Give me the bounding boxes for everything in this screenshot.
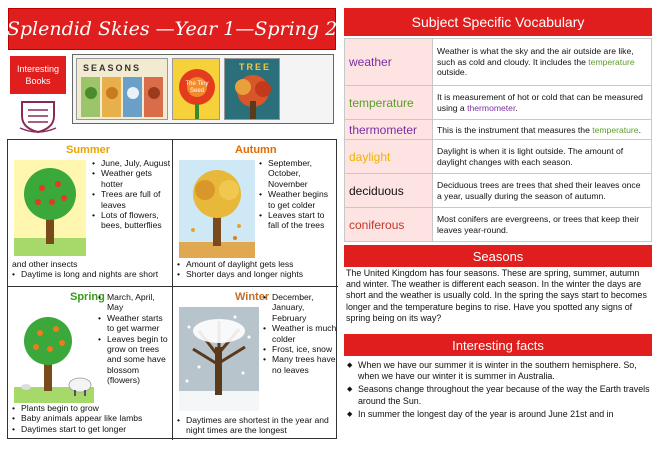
- list-item: • Many trees have no leaves: [263, 354, 337, 375]
- autumn-after-bullets: [177, 259, 337, 280]
- book-tiny-seed-title: The Tiny Seed: [185, 81, 209, 94]
- autumn-tree-icon: [179, 160, 255, 258]
- seasons-grid: [7, 139, 337, 439]
- list-item: • Weather starts to get warmer: [98, 313, 172, 334]
- vocabulary-definition: [433, 39, 652, 86]
- page-title: [8, 8, 336, 50]
- highlighted-term: temperature: [588, 56, 635, 67]
- vocabulary-row: [345, 39, 652, 86]
- vocabulary-row: [345, 86, 652, 120]
- book-seasons-title: SEASONS: [83, 63, 142, 73]
- vocabulary-definition: [433, 174, 652, 208]
- highlighted-term: temperature: [592, 124, 639, 135]
- school-crest-icon: [18, 98, 58, 134]
- list-item: • Frost, ice, snow: [263, 344, 337, 354]
- list-item: • Lots of flowers, bees, butterflies: [92, 210, 172, 231]
- vocabulary-word: weather: [345, 39, 433, 86]
- list-item: • Leaves start to fall of the trees: [259, 210, 337, 231]
- spring-bullets: [98, 292, 172, 386]
- list-item: • Shorter days and longer nights: [177, 269, 337, 279]
- definition-text: This is the instrument that measures the: [437, 124, 593, 135]
- winter-after-bullets: [177, 415, 335, 436]
- tree-illustration-icon: [225, 71, 280, 120]
- vocabulary-definition: [433, 120, 652, 140]
- vocabulary-definition: [433, 140, 652, 174]
- list-item: • Baby animals appear like lambs: [12, 413, 172, 423]
- list-item: • June, July, August: [92, 158, 172, 168]
- vocabulary-row: [345, 174, 652, 208]
- list-item: • Daytime is long and nights are short: [12, 269, 172, 279]
- vocabulary-row: [345, 208, 652, 242]
- list-item: • Leaves begin to grow on trees and some have blossom (flowers): [98, 334, 172, 386]
- vocabulary-word: deciduous: [345, 174, 433, 208]
- vocabulary-definition: [433, 208, 652, 242]
- list-item: • Weather begins to get colder: [259, 189, 337, 210]
- list-item: ◆ Seasons change throughout the year because of the way the Earth travels around the Sun.: [346, 384, 652, 406]
- winter-bullets: [263, 292, 337, 375]
- summer-after-bullets: [12, 269, 172, 279]
- list-item: • Weather is much colder: [263, 323, 337, 344]
- list-item: • Weather gets hotter: [92, 168, 172, 189]
- summer-cell: [8, 140, 173, 290]
- seasons-illustration-icon: [77, 73, 168, 120]
- spring-heading: Spring: [70, 291, 105, 303]
- vocabulary-definition: [433, 86, 652, 120]
- list-item: • March, April, May: [98, 292, 172, 313]
- book-tree-cover[interactable]: [224, 58, 280, 120]
- seasons-title: Seasons: [344, 245, 652, 267]
- facts-title: Interesting facts: [344, 334, 652, 356]
- definition-text: Daylight is when it is light outside. The amount of daylight changes with each season.: [437, 146, 624, 167]
- books-label: Interesting Books: [10, 56, 66, 94]
- spring-tree-icon: [14, 307, 94, 403]
- vocabulary-title: Subject Specific Vocabulary: [344, 8, 652, 36]
- summer-bullets: [92, 158, 172, 231]
- definition-text: Most conifers are evergreens, or trees that keep their leaves year-round.: [437, 214, 640, 235]
- definition-text: Deciduous trees are trees that shed their leaves once a year, usually during the season of autumn.: [437, 180, 641, 201]
- vocabulary-row: [345, 140, 652, 174]
- books-row: [72, 54, 334, 124]
- definition-text: .: [515, 102, 518, 113]
- page-title-text: Splendid Skies —Year 1—Spring 2: [6, 18, 338, 40]
- definition-text: .: [638, 124, 641, 135]
- definition-text: It is measurement of hot or cold that can be measured using a: [437, 92, 643, 113]
- book-seasons-cover[interactable]: [76, 58, 168, 120]
- winter-cell: [173, 287, 338, 437]
- summer-heading: Summer: [66, 144, 111, 156]
- definition-text: Weather is what the sky and the air outside are like, such as cold and cloudy. It includes the: [437, 46, 634, 67]
- vocabulary-table: [344, 38, 652, 242]
- list-item: • December, January, February: [263, 292, 337, 323]
- seasons-paragraph: The United Kingdom has four seasons. These are spring, summer, autumn and winter. The weather is different each season. In the winter the days are short and the weather is usually cold. In the spring the says start to becomes longer and the temperature begins to rise. Have you spotted any signs of spring being on its way?: [346, 268, 647, 323]
- vocabulary-word: coniferous: [345, 208, 433, 242]
- facts-list: [346, 360, 652, 422]
- list-item: • Daytimes start to get longer: [12, 424, 172, 434]
- definition-text: outside.: [437, 67, 468, 78]
- summer-tree-icon: [14, 160, 86, 256]
- summer-continued: and other insects: [12, 259, 78, 269]
- vocabulary-word: thermometer: [345, 120, 433, 140]
- autumn-cell: [173, 140, 338, 290]
- vocabulary-row: [345, 120, 652, 140]
- list-item: • Daytimes are shortest in the year and night times are the longest: [177, 415, 335, 436]
- vocabulary-word: daylight: [345, 140, 433, 174]
- list-item: ◆ In summer the longest day of the year is around June 21st and in: [346, 409, 652, 420]
- autumn-bullets: [259, 158, 337, 231]
- list-item: • Amount of daylight gets less: [177, 259, 337, 269]
- list-item: • Trees are full of leaves: [92, 189, 172, 210]
- spring-cell: [8, 287, 173, 437]
- list-item: • Plants begin to grow: [12, 403, 172, 413]
- book-tree-title: TREE: [239, 62, 272, 72]
- vocabulary-word: temperature: [345, 86, 433, 120]
- spring-after-bullets: [12, 403, 172, 434]
- highlighted-term: thermometer: [467, 102, 516, 113]
- winter-heading: Winter: [235, 291, 270, 303]
- list-item: • September, October, November: [259, 158, 337, 189]
- autumn-heading: Autumn: [235, 144, 277, 156]
- winter-tree-icon: [179, 307, 259, 411]
- book-tiny-seed-cover[interactable]: [172, 58, 220, 120]
- list-item: ◆ When we have our summer it is winter in the southern hemisphere. So, when we have our winter it is summer in Australia.: [346, 360, 652, 382]
